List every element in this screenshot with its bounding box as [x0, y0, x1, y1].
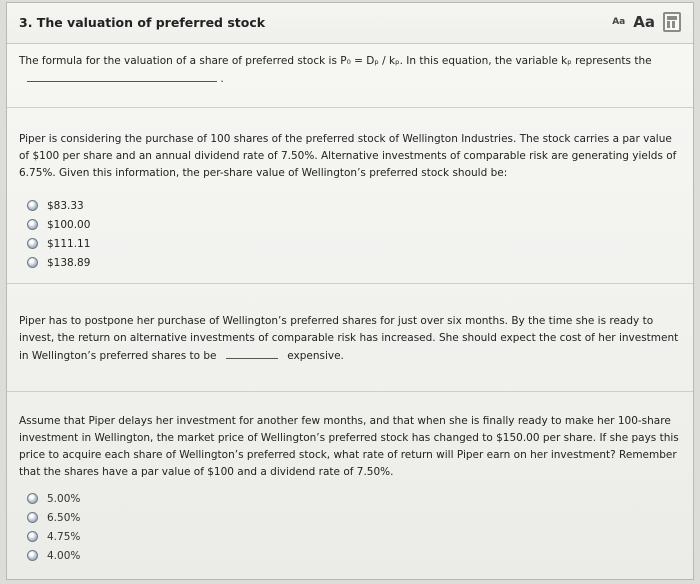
question-3-tail: expensive.: [287, 350, 344, 362]
header-tools: [612, 12, 681, 32]
question-1-period: .: [220, 73, 224, 85]
option-100-00[interactable]: [27, 215, 90, 234]
question-header: [7, 3, 693, 44]
divider: [7, 391, 693, 392]
option-138-89[interactable]: [27, 253, 90, 272]
question-3: [19, 313, 679, 365]
radio-button[interactable]: [27, 238, 38, 249]
radio-button[interactable]: [27, 550, 38, 561]
radio-button[interactable]: [27, 257, 38, 268]
font-size-decrease-button[interactable]: Aa: [612, 17, 626, 27]
option-6-50[interactable]: [27, 508, 80, 527]
question-2-text: Piper is considering the purchase of 100 shares of the preferred stock of Wellington Industries. The stock carries a par value of $100 per share and an annual dividend rate of 7.50%. Alternative investments of comparable risk are generating yields of 6.75%. Given this information, the per-share value of Wellington’s preferred stock should be:: [19, 133, 677, 179]
option-label: 4.75%: [47, 530, 81, 543]
option-label: $100.00: [47, 218, 91, 231]
option-4-00[interactable]: [27, 546, 80, 565]
divider: [7, 283, 693, 284]
radio-button[interactable]: [27, 531, 38, 542]
question-title: 3. The valuation of preferred stock: [19, 15, 266, 30]
option-label: 5.00%: [47, 492, 81, 505]
option-label: $138.89: [47, 256, 91, 269]
calculator-icon[interactable]: [663, 12, 681, 32]
radio-button[interactable]: [27, 493, 38, 504]
option-label: $111.11: [47, 237, 91, 250]
option-label: $83.33: [47, 199, 84, 212]
question-4-text: Assume that Piper delays her investment for another few months, and that when she is finally ready to make her 100-share investment in Wellington, the market price of Wellington’s preferred stock has changed to $150.00 per share. If she pays this price to acquire each share of Wellington’s preferred stock, what rate of return will Piper earn on her investment? Remember that the shares have a par value of $100 and a dividend rate of 7.50%.: [19, 415, 679, 478]
answer-blank-dropdown-3[interactable]: [226, 347, 278, 359]
question-2-options: [27, 196, 90, 272]
option-4-75[interactable]: [27, 527, 80, 546]
font-size-increase-button[interactable]: Aa: [633, 13, 655, 31]
radio-button[interactable]: [27, 219, 38, 230]
question-1-text: The formula for the valuation of a share of preferred stock is P₀ = Dₚ / kₚ. In this equation, the variable kₚ represents the: [19, 55, 652, 67]
question-4-options: [27, 489, 80, 565]
radio-button[interactable]: [27, 200, 38, 211]
question-page: [6, 2, 694, 580]
option-label: 4.00%: [47, 549, 81, 562]
divider: [7, 107, 693, 108]
question-3-text: Piper has to postpone her purchase of Wellington’s preferred shares for just over six months. By the time she is ready to invest, the return on alternative investments of comparable risk has increased. She should expect the cost of her investment in Wellington’s preferred shares to be: [19, 315, 679, 362]
option-111-11[interactable]: [27, 234, 90, 253]
option-5-00[interactable]: [27, 489, 80, 508]
answer-blank-dropdown-1[interactable]: [27, 70, 217, 82]
radio-button[interactable]: [27, 512, 38, 523]
option-83-33[interactable]: [27, 196, 90, 215]
question-1: [19, 53, 679, 88]
option-label: 6.50%: [47, 511, 81, 524]
